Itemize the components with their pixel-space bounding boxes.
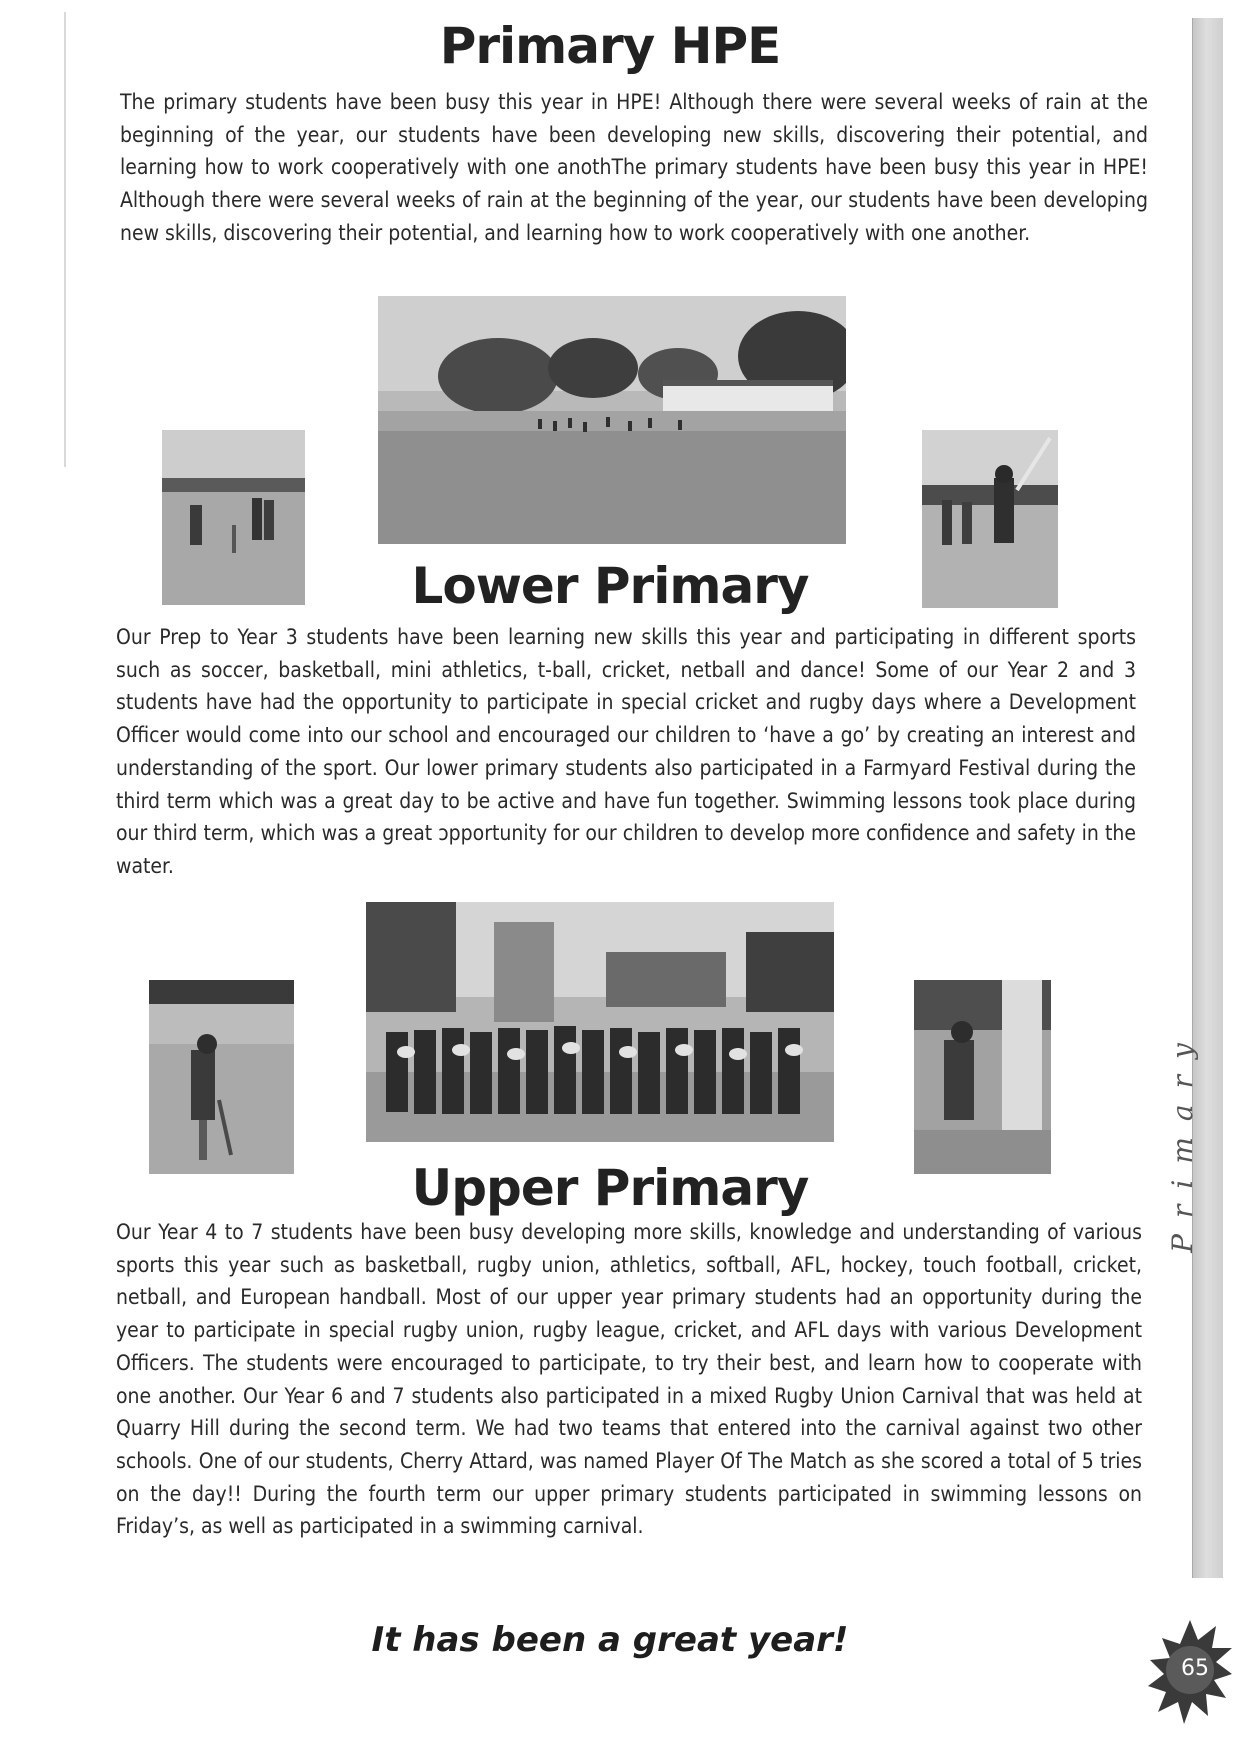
upper-right-photo bbox=[914, 980, 1051, 1174]
lower-left-photo bbox=[162, 430, 305, 605]
section-body-lower-primary: Our Prep to Year 3 students have been learning new skills this year and participating in different sports such as soccer, basketball, mini athletics, t-ball, cricket, netball and dance! Some of our Year 2 and 3 students have had the opportunity to participate in special cricket and rugby days where a Development Officer would come into our school and encouraged our children to ‘have a go’ by creating an interest and understanding of the sport. Our lower primary students also participated in a Farmyard Festival during the third term which was a great day to be active and have fun together. Swimming lessons took place during our third term, which was a great ɔpportunity for our children to develop more confidence and safety in the water. bbox=[116, 625, 1136, 878]
page-number: 65 bbox=[1181, 1656, 1209, 1681]
section-title-primary-hpe: Primary HPE bbox=[439, 17, 781, 75]
section-title-upper-primary: Upper Primary bbox=[411, 1159, 809, 1217]
lower-right-photo bbox=[922, 430, 1058, 608]
sports-oval-photo bbox=[378, 296, 846, 544]
upper-left-photo bbox=[149, 980, 294, 1174]
section-body-primary-hpe: The primary students have been busy this year in HPE! Although there were several weeks of rain at the beginning of the year, our students have been developing new skills, discovering their potential, and learning how to work cooperatively with one anothThe primary students have been busy this year in HPE! Although there were several weeks of rain at the beginning of the year, our students have been developing new skills, discovering their potential, and learning how to work cooperatively with one another. bbox=[120, 90, 1148, 245]
side-tab-label: Primary bbox=[1166, 1027, 1199, 1253]
rugby-group-photo bbox=[366, 902, 834, 1142]
section-body-upper-primary: Our Year 4 to 7 students have been busy developing more skills, knowledge and understanding of various sports this year such as basketball, rugby union, athletics, softball, AFL, hockey, touch football, cricket, netball, and European handball. Most of our upper year primary students had an opportunity during the year to participate in special rugby union, rugby league, cricket, and AFL days with various Development Officers. The students were encouraged to participate, to try their best, and learn how to cooperate with one another. Our Year 6 and 7 students also participated in a mixed Rugby Union Carnival that was held at Quarry Hill during the second term. We had two teams that entered into the carnival against two other schools. One of our students, Cherry Attard, was named Player Of The Match as she scored a total of 5 tries on the day!! During the fourth term our upper primary students participated in swimming lessons on Friday’s, as well as participated in a swimming carnival. bbox=[116, 1220, 1142, 1539]
closing-statement: It has been a great year! bbox=[371, 1620, 849, 1660]
scan-edge-line bbox=[64, 12, 66, 467]
section-title-lower-primary: Lower Primary bbox=[411, 557, 809, 615]
